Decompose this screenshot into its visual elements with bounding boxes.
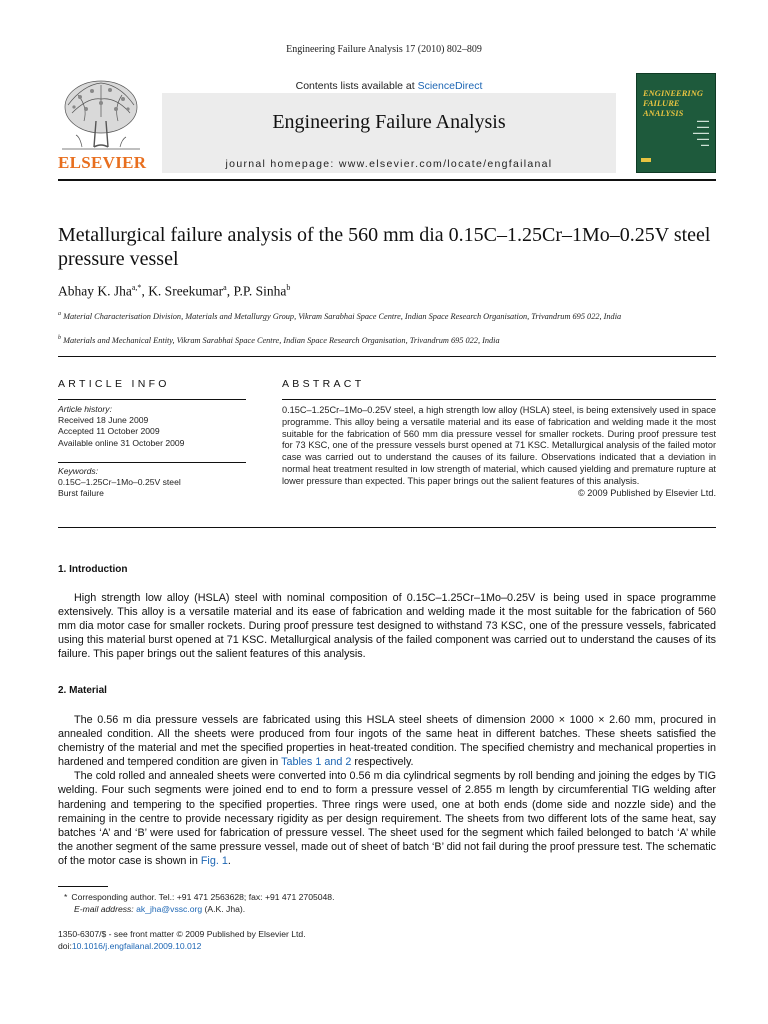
section-heading-material: 2. Material: [58, 685, 107, 696]
keyword[interactable]: 0.15C–1.25Cr–1Mo–0.25V steel: [58, 477, 181, 488]
elsevier-tree-logo: [58, 77, 147, 173]
affiliation-text: Materials and Mechanical Entity, Vikram Sarabhai Space Centre, Indian Space Research Organisation, Trivandrum 695 022, India: [63, 335, 500, 345]
author-name[interactable]: P.P. Sinha: [233, 283, 287, 299]
publisher-wordmark: ELSEVIER: [58, 153, 147, 172]
affiliation-mark: a: [58, 311, 61, 317]
email-label: E-mail address:: [74, 904, 134, 914]
article-history: [58, 404, 246, 449]
header-divider: [58, 356, 716, 357]
abstract-body: [282, 405, 716, 499]
journal-homepage[interactable]: journal homepage: www.elsevier.com/locate/engfailanal: [225, 158, 553, 170]
front-matter: [58, 928, 718, 952]
contents-prefix: Contents lists available at: [295, 80, 418, 92]
author-marks[interactable]: b: [286, 283, 291, 292]
author-list: [58, 283, 290, 300]
history-item: Available online 31 October 2009: [58, 437, 185, 448]
doi-prefix: doi:: [58, 941, 72, 951]
footnote-rule: [58, 886, 108, 887]
author-name[interactable]: Abhay K. Jha: [58, 283, 132, 299]
introduction-body: [58, 591, 716, 661]
issn-line: 1350-6307/$ - see front matter © 2009 Published by Elsevier Ltd.: [58, 929, 306, 939]
email-link[interactable]: ak_jha@vssc.org: [136, 904, 203, 914]
abstract-bottom-rule: [58, 527, 716, 528]
section-heading-introduction: 1. Introduction: [58, 564, 128, 575]
corresponding-author-text: Corresponding author. Tel.: +91 471 2563628; fax: +91 471 2705048.: [71, 892, 335, 902]
corresponding-author-footnote: [58, 891, 718, 915]
affiliation: [58, 309, 718, 322]
contents-line: [162, 73, 616, 93]
journal-masthead: [58, 73, 716, 173]
affiliation-text: Material Characterisation Division, Materials and Metallurgy Group, Vikram Sarabhai Space Centre, Indian Space Research Organisation, Trivandrum 695 022, India: [63, 311, 622, 321]
history-item: Received 18 June 2009: [58, 415, 149, 426]
history-label: Article history:: [58, 404, 112, 414]
tree-illustration: [58, 77, 144, 157]
footnote-mark: *: [64, 892, 68, 902]
paragraph: The 0.56 m dia pressure vessels are fabricated using this HSLA steel sheets of dimension 2000 × 1000 × 2.60 mm, procured in annealed condition. All the sheets were produced from four ingots of the same heat in different batches. These sheets satisfied the chemistry of the material and met the specified properties in heat-treated condition. The specified chemistry and mechanical properties in hardened and tempered condition are given in Tables 1 and 2 respectively.: [58, 714, 716, 769]
journal-title: Engineering Failure Analysis: [272, 111, 506, 133]
author-separator: ,: [226, 283, 234, 299]
sciencedirect-link[interactable]: ScienceDirect: [417, 80, 483, 92]
abstract-text: 0.15C–1.25Cr–1Mo–0.25V steel, a high strength low alloy (HSLA) steel, is being extensively used in space programme. This alloy being a versatile material and its ease of fabrication and welding made it the most suitable for the fabrication of 560 mm dia pressure vessel for smaller rockets. During proof pressure test for 73 KSC, one of the pressure vessels burst opened at 71 KSC. Metallurgical analysis of the failed motor case was carried out to understand the causes of its failure. Observations indicated that a deviation in normal heat treatment resulted in low strength of material, which caused yielding and premature rupture at lower pressure than expected. This paper brings out the salient features of this analysis.: [282, 405, 716, 486]
abstract-heading: ABSTRACT: [282, 378, 365, 390]
tables-link[interactable]: Tables 1 and 2: [281, 756, 352, 769]
material-body: [58, 713, 716, 868]
figure-link[interactable]: Fig. 1: [200, 854, 228, 867]
masthead-rule: [58, 179, 716, 181]
author-marks[interactable]: a: [223, 283, 227, 292]
doi-link[interactable]: 10.1016/j.engfailanal.2009.10.012: [71, 941, 202, 951]
author-marks[interactable]: a,*: [131, 283, 142, 292]
article-info-heading: ARTICLE INFO: [58, 378, 170, 390]
abstract-copyright: © 2009 Published by Elsevier Ltd.: [577, 487, 716, 498]
author-separator: ,: [141, 283, 149, 299]
cover-accent-strip: [641, 158, 651, 162]
author-name[interactable]: K. Sreekumar: [148, 283, 224, 299]
running-head: Engineering Failure Analysis 17 (2010) 802–809: [286, 44, 482, 55]
affiliation-mark: b: [58, 335, 61, 341]
keyword[interactable]: Burst failure: [58, 488, 104, 499]
keywords-rule: [58, 462, 246, 463]
abstract-rule: [282, 399, 716, 400]
history-item: Accepted 11 October 2009: [58, 426, 160, 437]
affiliation: [58, 333, 718, 346]
cover-text-lines: ▬▬▬ ▬▬▬ ▬▬▬▬ ▬▬▬ ▬▬: [693, 118, 709, 147]
cover-title: ENGINEERING FAILURE ANALYSIS: [643, 88, 703, 118]
article-info-rule: [58, 399, 246, 400]
email-suffix: (A.K. Jha).: [202, 904, 246, 914]
paragraph: High strength low alloy (HSLA) steel with nominal composition of 0.15C–1.25Cr–1Mo–0.25V is being used in space programme extensively. This alloy is a versatile material and its ease of fabrication and welding made it the most suitable for the fabrication of 560 mm dia motor case for smaller rockets. During proof pressure test designed to withstand 73 KSC, one of the pressure vessels, fabricated using this material burst opened at 71 KSC. Metallurgical analysis of the failed component was carried out to understand the causes of its failure. This paper brings out the salient features of this analysis.: [58, 592, 716, 661]
journal-cover-thumbnail: [636, 73, 716, 173]
keywords: [58, 466, 246, 500]
paragraph: The cold rolled and annealed sheets were converted into 0.56 m dia cylindrical segments by roll bending and joining the edges by TIG welding. Four such segments were joined end to end to form a pressure vessel of 2.855 m length by circumferential TIG welding after hardening and tempering to the specified properties. Three rings were used, one at both ends (dome side and nozzle side) and the remaining in the centre to provide necessary rigidity as per design requirement. The sheets from two different lots of the same heat, say batches ‘A’ and ‘B’ were used for fabrication of pressure vessel. The sheet used for the segment which failed belonged to batch ‘A’ while the another segment of the same pressure vessel, made out of sheet of batch ‘B’ did not fail during the proof pressure test. The schematic of the motor case is shown in Fig. 1.: [58, 770, 716, 867]
keywords-label: Keywords:: [58, 466, 99, 476]
article-title: Metallurgical failure analysis of the 560 mm dia 0.15C–1.25Cr–1Mo–0.25V steel pressure vessel: [58, 224, 711, 270]
